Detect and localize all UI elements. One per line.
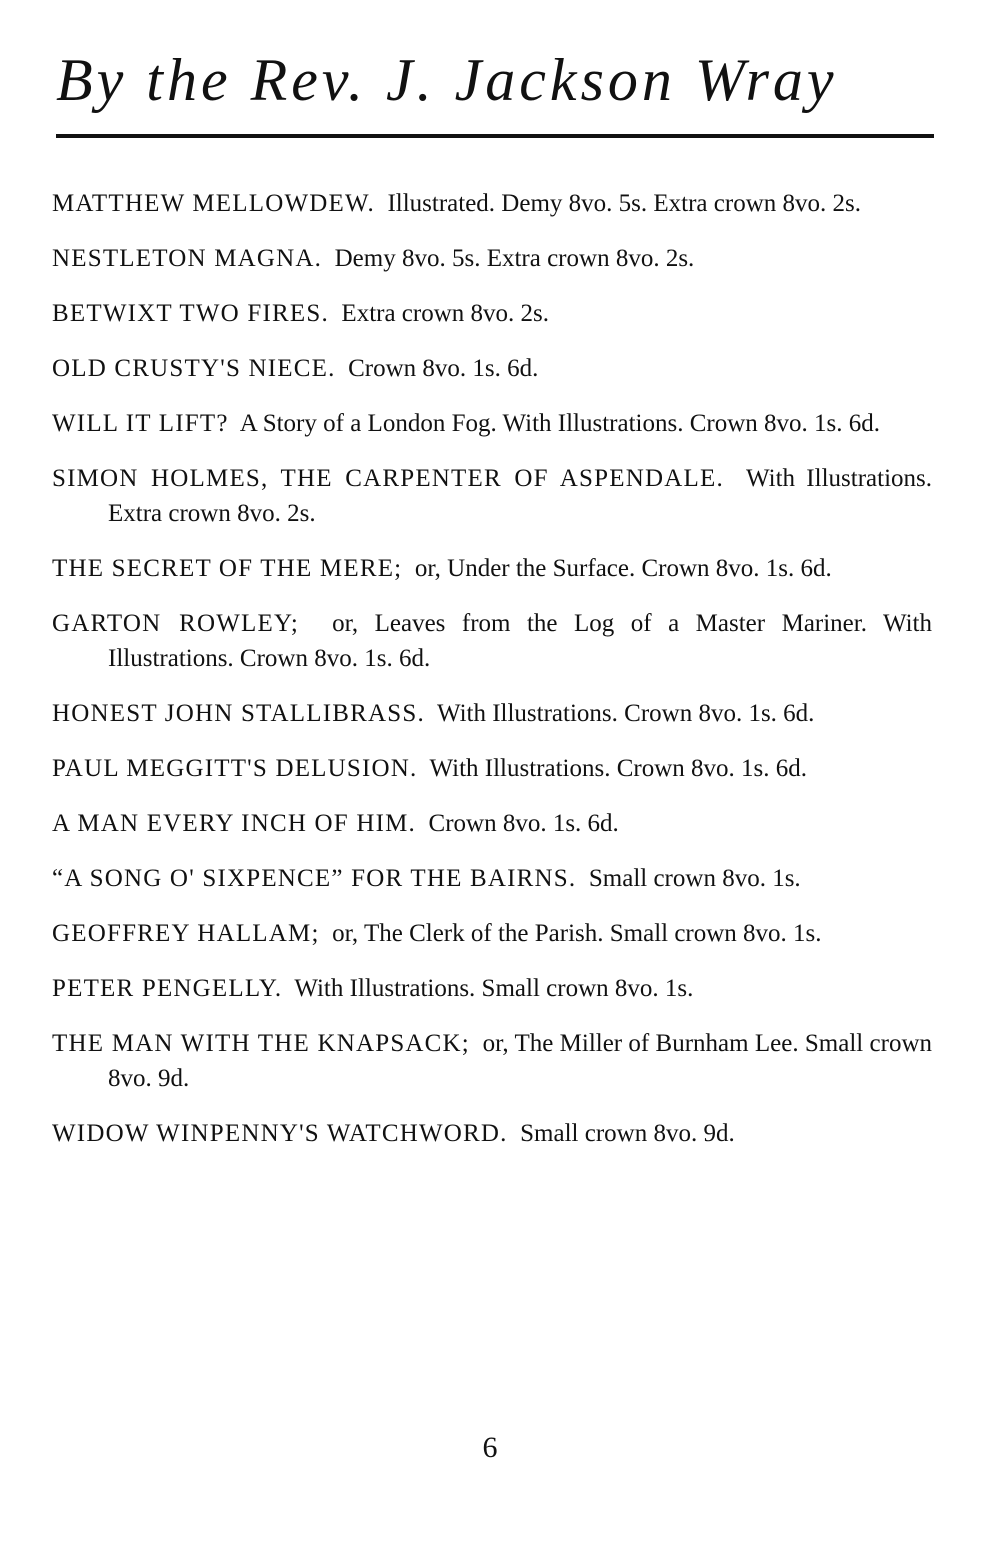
- book-title: OLD CRUSTY'S NIECE.: [52, 355, 336, 382]
- book-entry: [52, 806, 932, 841]
- book-details: Small crown 8vo. 9d.: [520, 1120, 735, 1147]
- book-title: MATTHEW MELLOWDEW.: [52, 190, 375, 217]
- book-entry: [52, 751, 932, 786]
- book-details: Crown 8vo. 1s. 6d.: [428, 810, 619, 837]
- book-entry: [52, 461, 932, 531]
- book-entry: [52, 916, 932, 951]
- book-title: WILL IT LIFT?: [52, 410, 229, 437]
- book-title: A MAN EVERY INCH OF HIM.: [52, 810, 417, 837]
- book-entry: [52, 1026, 932, 1096]
- book-details: With Illustrations. Crown 8vo. 1s. 6d.: [436, 700, 815, 727]
- book-details: With Illustrations. Crown 8vo. 1s. 6d.: [429, 755, 808, 782]
- book-entry: [52, 861, 932, 896]
- book-details: or, Leaves from the Log of a Master Mariner. With Illustrations. Crown 8vo. 1s. 6d.: [108, 610, 932, 672]
- book-title: THE SECRET OF THE MERE;: [52, 555, 403, 582]
- book-details: Crown 8vo. 1s. 6d.: [348, 355, 539, 382]
- book-entry: [52, 296, 932, 331]
- book-title: NESTLETON MAGNA.: [52, 245, 323, 272]
- book-details: A Story of a London Fog. With Illustrations. Crown 8vo. 1s. 6d.: [239, 410, 880, 437]
- book-entry: [52, 351, 932, 386]
- book-details: Extra crown 8vo. 2s.: [341, 300, 550, 327]
- book-title: GEOFFREY HALLAM;: [52, 920, 320, 947]
- page-number: 6: [482, 1431, 498, 1464]
- book-entry: [52, 241, 932, 276]
- book-title: PETER PENGELLY.: [52, 975, 283, 1002]
- book-details: With Illustrations. Extra crown 8vo. 2s.: [108, 465, 932, 527]
- book-entry: [52, 696, 932, 731]
- book-title: GARTON ROWLEY;: [52, 610, 300, 637]
- book-entry: [52, 971, 932, 1006]
- book-entry: [52, 406, 932, 441]
- book-entry: [52, 186, 932, 221]
- book-title: BETWIXT TWO FIRES.: [52, 300, 329, 327]
- book-title: PAUL MEGGITT'S DELUSION.: [52, 755, 418, 782]
- book-entry: [52, 551, 932, 586]
- book-details: or, Under the Surface. Crown 8vo. 1s. 6d.: [414, 555, 832, 582]
- book-details: or, The Miller of Burnham Lee. Small crown 8vo. 9d.: [108, 1030, 933, 1092]
- book-details: Demy 8vo. 5s. Extra crown 8vo. 2s.: [334, 245, 695, 272]
- book-list: [52, 186, 932, 1171]
- book-details: With Illustrations. Small crown 8vo. 1s.: [294, 975, 694, 1002]
- book-title: “A SONG O' SIXPENCE” FOR THE BAIRNS.: [52, 865, 577, 892]
- heading-rule: [56, 134, 934, 138]
- book-entry: [52, 606, 932, 676]
- author-heading: By the Rev. J. Jackson Wray: [56, 47, 838, 113]
- book-details: Illustrated. Demy 8vo. 5s. Extra crown 8vo. 2s.: [387, 190, 861, 217]
- book-details: or, The Clerk of the Parish. Small crown 8vo. 1s.: [332, 920, 822, 947]
- book-entry: [52, 1116, 932, 1151]
- book-title: HONEST JOHN STALLIBRASS.: [52, 700, 425, 727]
- book-title: THE MAN WITH THE KNAPSACK;: [52, 1030, 470, 1057]
- book-title: WIDOW WINPENNY'S WATCHWORD.: [52, 1120, 508, 1147]
- book-details: Small crown 8vo. 1s.: [588, 865, 801, 892]
- book-title: SIMON HOLMES, THE CARPENTER OF ASPENDALE.: [52, 465, 724, 492]
